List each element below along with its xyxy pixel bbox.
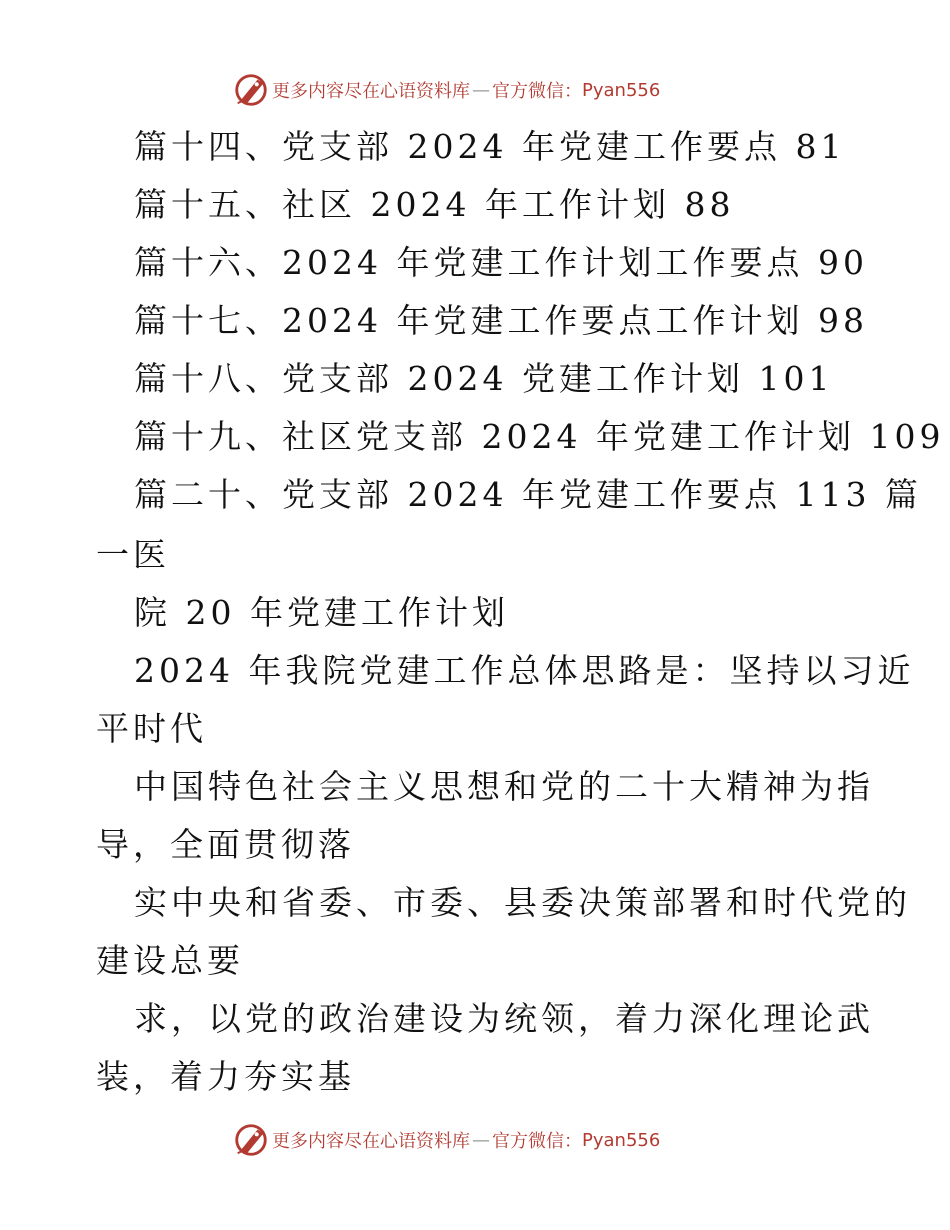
- toc-entry: 篇十七、2024 年党建工作要点工作计划 98: [134, 301, 868, 340]
- body-line: 建设总要: [96, 941, 244, 980]
- section-heading: 院 20 年党建工作计划: [134, 593, 509, 632]
- toc-entry: 篇十四、党支部 2024 年党建工作要点 81: [134, 127, 846, 166]
- watermark-header: [232, 70, 660, 110]
- pen-nib-logo-icon: [232, 71, 270, 109]
- body-line: 实中央和省委、市委、县委决策部署和时代党的: [134, 883, 911, 922]
- toc-entry: 篇十八、党支部 2024 党建工作计划 101: [134, 359, 834, 398]
- body-line: 中国特色社会主义思想和党的二十大精神为指: [134, 767, 874, 806]
- body-line: 平时代: [96, 709, 207, 748]
- body-line: 求，以党的政治建设为统领，着力深化理论武: [134, 999, 874, 1038]
- toc-entry: 篇十九、社区党支部 2024 年党建工作计划 109: [134, 417, 945, 456]
- watermark-wechat-id: Pyan556: [582, 1129, 661, 1151]
- watermark-brand: 更多内容尽在心语资料库: [272, 81, 470, 102]
- toc-entry: 篇十五、社区 2024 年工作计划 88: [134, 185, 735, 224]
- toc-entry: 篇二十、党支部 2024 年党建工作要点 113 篇: [134, 475, 922, 514]
- watermark-separator: —: [472, 79, 490, 101]
- watermark-footer: [232, 1120, 660, 1160]
- watermark-brand: 更多内容尽在心语资料库: [272, 1131, 470, 1152]
- body-line: 一医: [96, 535, 170, 574]
- watermark-wechat-id: Pyan556: [582, 79, 661, 101]
- watermark-contact-label: 官方微信：: [492, 1131, 582, 1152]
- watermark-contact-label: 官方微信：: [492, 81, 582, 102]
- pen-nib-logo-icon: [232, 1121, 270, 1159]
- watermark-separator: —: [472, 1129, 490, 1151]
- toc-entry: 篇十六、2024 年党建工作计划工作要点 90: [134, 243, 868, 282]
- body-line: 装，着力夯实基: [96, 1057, 355, 1096]
- body-line: 2024 年我院党建工作总体思路是：坚持以习近: [134, 651, 915, 690]
- body-line: 导，全面贯彻落: [96, 825, 355, 864]
